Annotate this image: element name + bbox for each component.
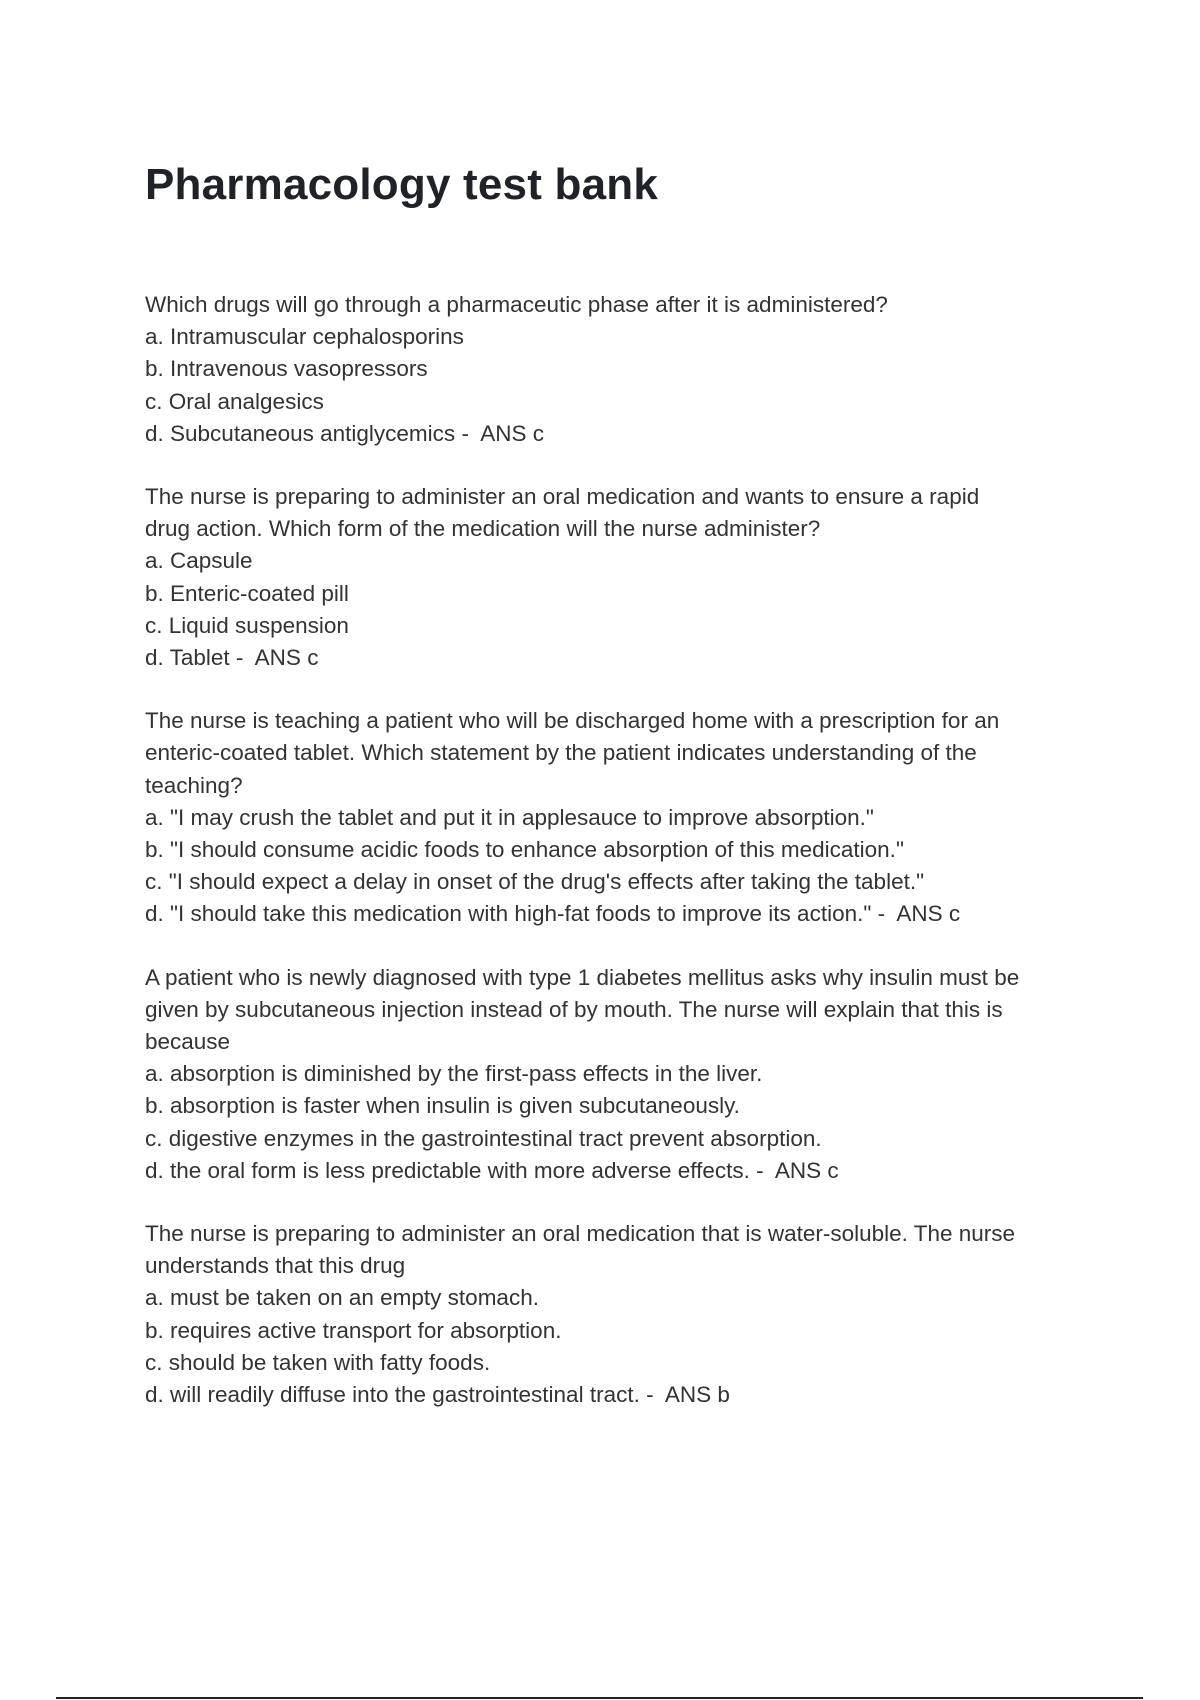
question-text-line: Which drugs will go through a pharmaceutic phase after it is administered? <box>145 292 888 317</box>
answer-option-last <box>145 642 1105 674</box>
question-block <box>145 1218 1105 1411</box>
answer-option-text: d. the oral form is less predictable with more adverse effects. <box>145 1157 750 1183</box>
answer-option: b. absorption is faster when insulin is given subcutaneously. <box>145 1093 740 1119</box>
answer-option: c. digestive enzymes in the gastrointestinal tract prevent absorption. <box>145 1125 822 1151</box>
question-text <box>145 289 1105 321</box>
answer-option: c. Oral analgesics <box>145 388 324 414</box>
question-block <box>145 962 1105 1187</box>
question-text-line: enteric-coated tablet. Which statement by the patient indicates understanding of the <box>145 740 977 766</box>
answer-option-last <box>145 1379 1105 1411</box>
question-text <box>145 481 1105 545</box>
question-text-line: drug action. Which form of the medication will the nurse administer? <box>145 516 821 542</box>
question-text-line: The nurse is teaching a patient who will be discharged home with a prescription for an <box>145 708 1000 734</box>
answer-option: a. Intramuscular cephalosporins <box>145 324 464 350</box>
answer-key-text: - ANS b <box>646 1382 730 1408</box>
question-text-line: understands that this drug <box>145 1253 406 1279</box>
question-text-line: teaching? <box>145 772 243 798</box>
answer-option: c. "I should expect a delay in onset of the drug's effects after taking the tablet." <box>145 869 925 895</box>
answer-option-text: d. Subcutaneous antiglycemics <box>145 420 456 446</box>
question-text-line: A patient who is newly diagnosed with type 1 diabetes mellitus asks why insulin must be <box>145 964 1020 990</box>
answer-option: a. absorption is diminished by the first-pass effects in the liver. <box>145 1061 763 1087</box>
answer-option-text: d. Tablet <box>145 645 230 671</box>
question-block <box>145 705 1105 930</box>
answer-option-last <box>145 418 1105 450</box>
footer-divider <box>56 1697 1143 1699</box>
page-title: Pharmacology test bank <box>145 160 658 209</box>
question-text <box>145 1218 1105 1282</box>
question-text-line: The nurse is preparing to administer an oral medication and wants to ensure a rapid <box>145 484 980 510</box>
question-text-line: given by subcutaneous injection instead of by mouth. The nurse will explain that this is <box>145 996 1003 1022</box>
question-text-line: The nurse is preparing to administer an oral medication that is water-soluble. The nurse <box>145 1221 1016 1247</box>
question-block <box>145 481 1105 674</box>
answer-option: c. should be taken with fatty foods. <box>145 1349 491 1375</box>
answer-option: b. "I should consume acidic foods to enhance absorption of this medication." <box>145 837 904 863</box>
question-text-line: because <box>145 1029 231 1055</box>
answer-option-last <box>145 1155 1105 1187</box>
answer-option: b. Enteric-coated pill <box>145 580 349 606</box>
answer-option: b. Intravenous vasopressors <box>145 356 428 382</box>
answer-option-last <box>145 898 1105 930</box>
answer-key-text: - ANS c <box>461 420 544 446</box>
answer-option: c. Liquid suspension <box>145 612 349 638</box>
answer-key-text: - ANS c <box>756 1157 839 1183</box>
answer-option-text: d. "I should take this medication with high-fat foods to improve its action." <box>145 901 872 927</box>
answer-option: b. requires active transport for absorption. <box>145 1317 562 1343</box>
question-text <box>145 705 1105 802</box>
question-block <box>145 289 1105 450</box>
answer-option: a. must be taken on an empty stomach. <box>145 1285 539 1311</box>
answer-option: a. "I may crush the tablet and put it in applesauce to improve absorption." <box>145 804 874 830</box>
answer-key-text: - ANS c <box>235 645 319 671</box>
answer-option-text: d. will readily diffuse into the gastrointestinal tract. <box>145 1382 640 1408</box>
answer-key-text: - ANS c <box>877 901 961 927</box>
question-text <box>145 962 1105 1059</box>
answer-option: a. Capsule <box>145 548 253 574</box>
question-list <box>145 289 1105 1442</box>
